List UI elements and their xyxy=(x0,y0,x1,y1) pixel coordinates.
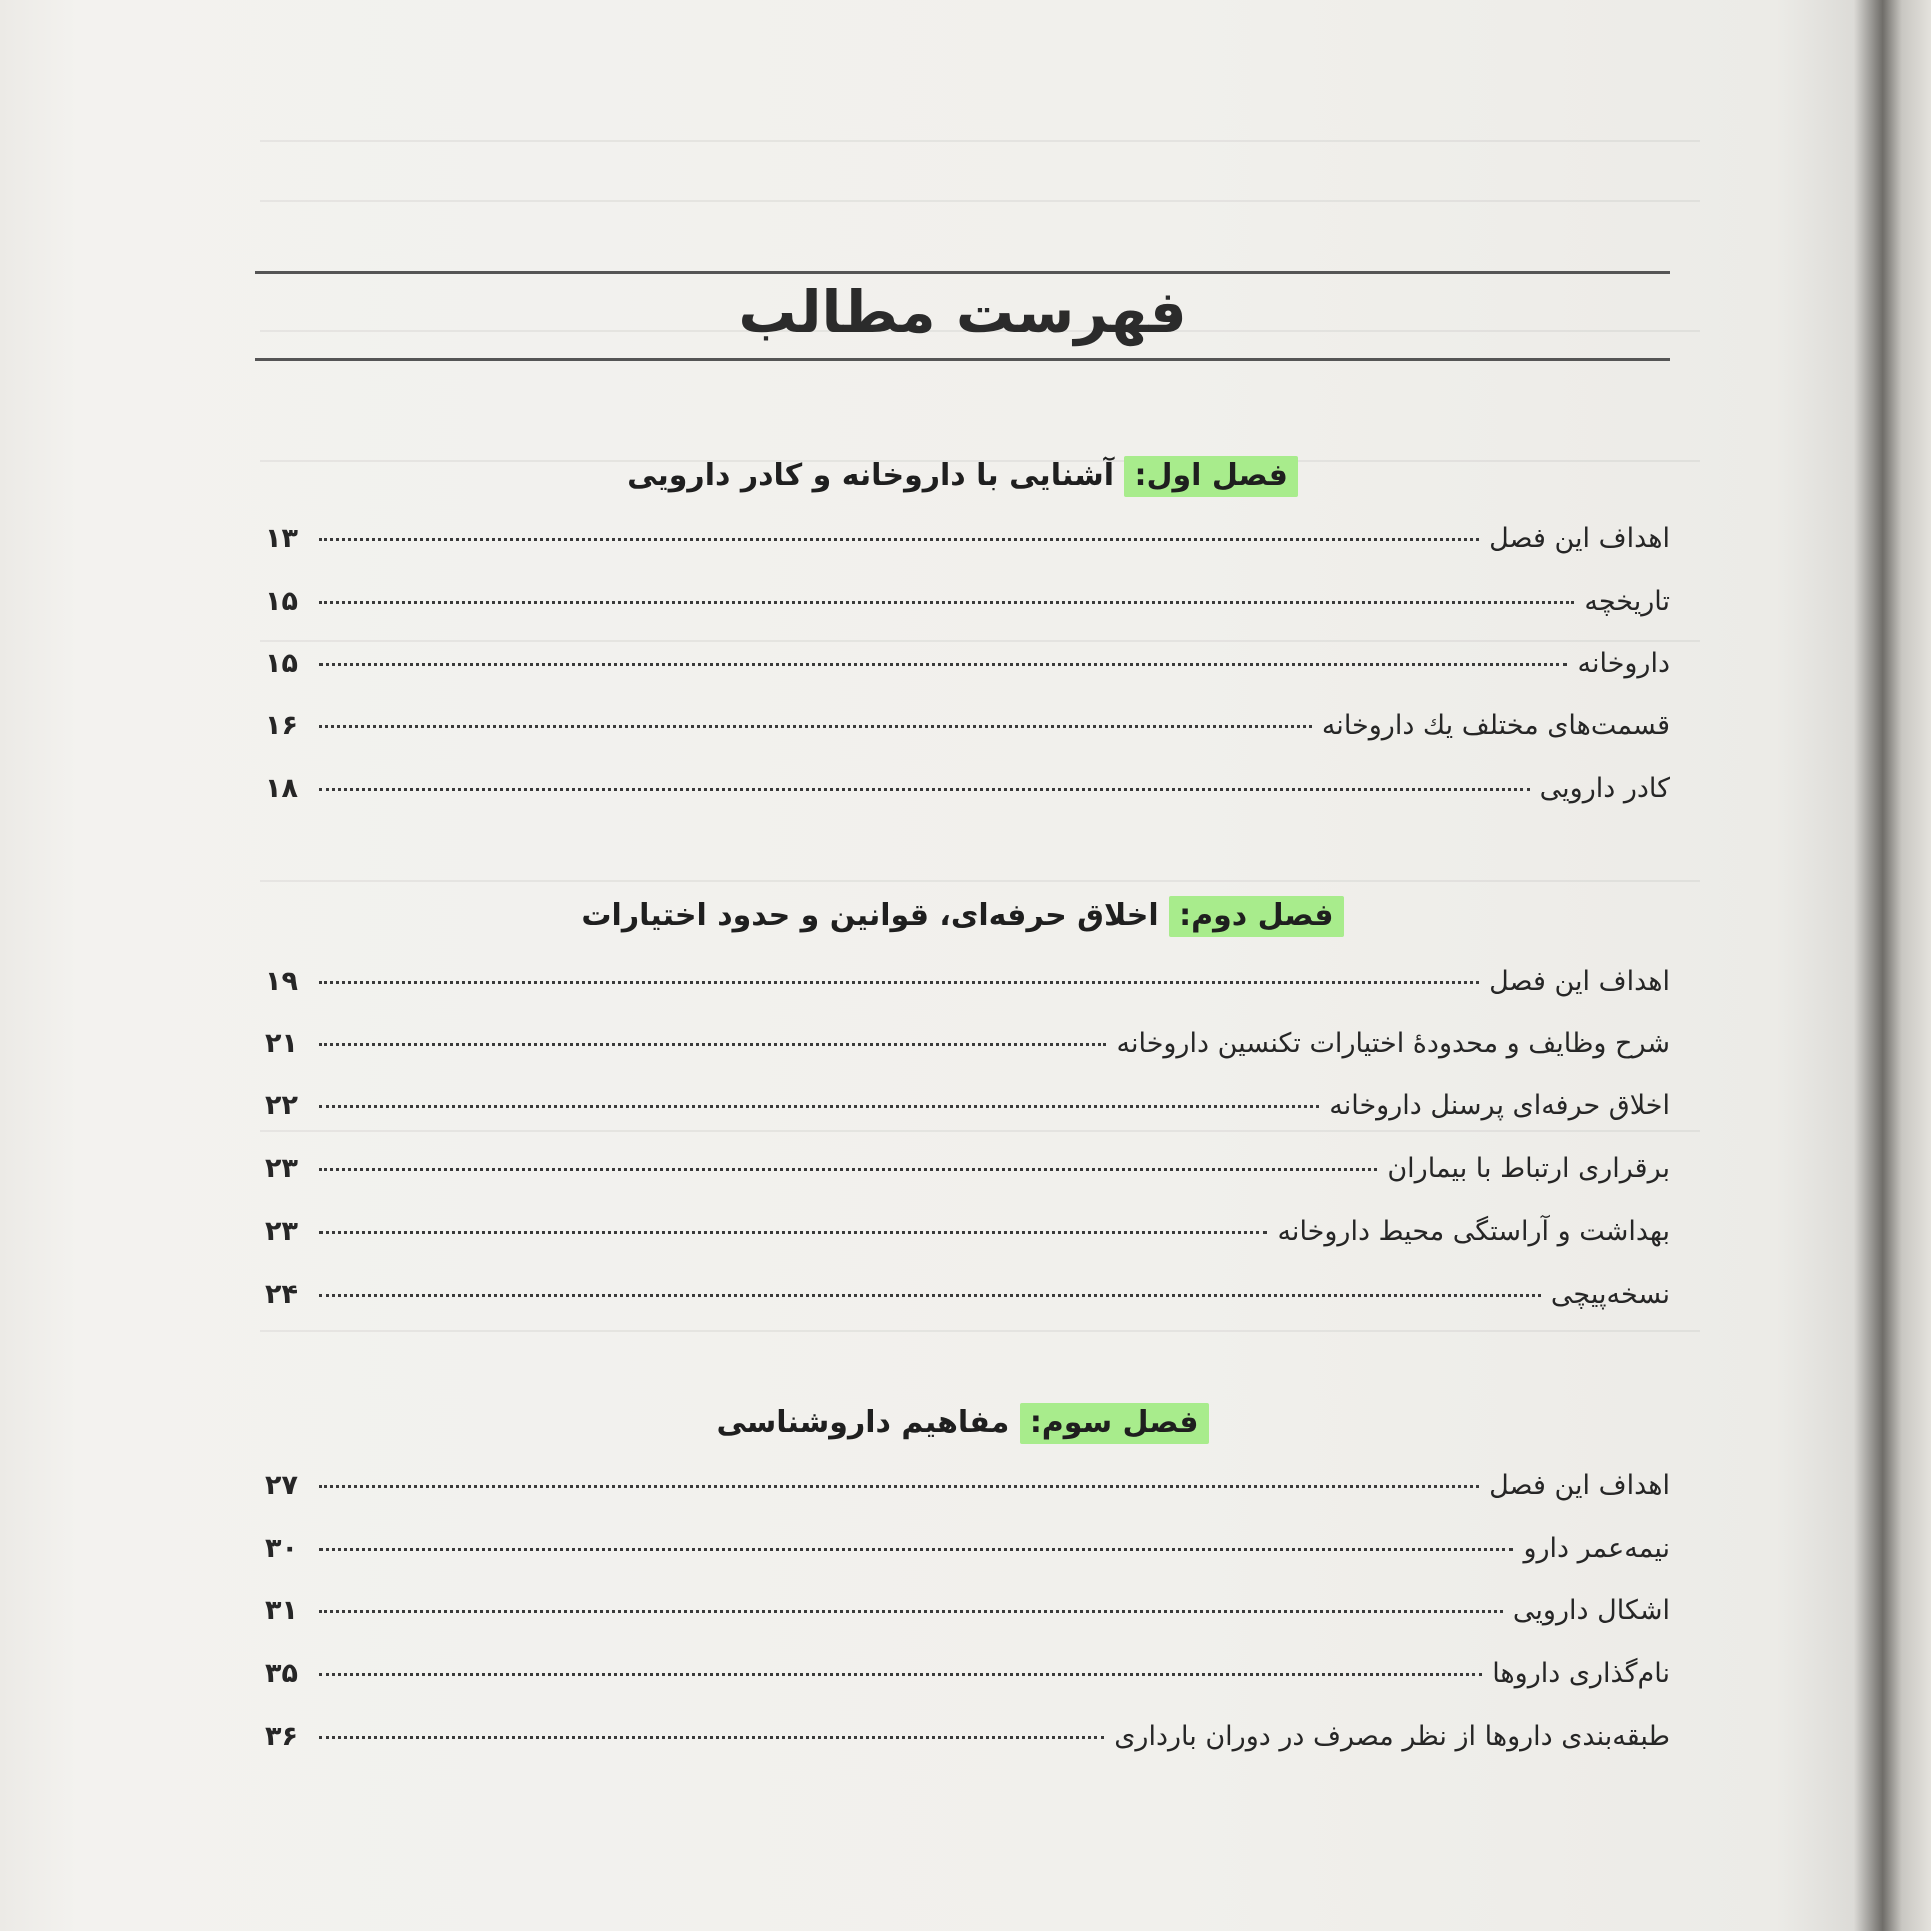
toc-entry xyxy=(265,648,1670,692)
chapter-heading xyxy=(255,458,1670,493)
toc-entry xyxy=(265,1216,1670,1260)
leader-dots xyxy=(319,601,1574,604)
toc-entry xyxy=(265,1721,1670,1765)
entry-title: طبقه‌بندی داروها از نظر مصرف در دوران بارداری xyxy=(1114,1721,1670,1752)
chapter-label: فصل دوم: xyxy=(1169,896,1343,937)
leader-dots xyxy=(319,725,1312,728)
entry-title: داروخانه xyxy=(1577,648,1670,679)
entry-title: اهداف این فصل xyxy=(1489,523,1670,554)
entry-title: اخلاق حرفه‌ای پرسنل داروخانه xyxy=(1329,1090,1670,1121)
entry-title: تاریخچه xyxy=(1584,586,1670,617)
entry-title: قسمت‌های مختلف يك داروخانه xyxy=(1321,710,1670,741)
toc-entry xyxy=(265,1470,1670,1514)
toc-entry xyxy=(265,773,1670,817)
page-number: ۱۶ xyxy=(265,710,298,741)
entry-title: اهداف این فصل xyxy=(1489,966,1670,997)
chapter-label: فصل سوم: xyxy=(1020,1403,1209,1444)
entry-title: نام‌گذاری داروها xyxy=(1492,1658,1670,1689)
toc-entry xyxy=(265,1595,1670,1639)
show-through-line xyxy=(260,200,1700,202)
show-through-line xyxy=(260,640,1700,642)
toc-entry xyxy=(265,966,1670,1010)
page-number: ۲۱ xyxy=(265,1028,298,1059)
toc-entry xyxy=(265,710,1670,754)
page-number: ۱۳ xyxy=(265,523,298,554)
show-through-line xyxy=(260,880,1700,882)
entry-title: برقراری ارتباط با بیماران xyxy=(1387,1153,1670,1184)
page-number: ۳۶ xyxy=(265,1721,298,1752)
page-number: ۲۳ xyxy=(265,1216,298,1247)
entry-title: اشکال دارویی xyxy=(1512,1595,1670,1626)
page-title: فهرست مطالب xyxy=(738,278,1187,346)
page-number: ۱۹ xyxy=(265,966,298,997)
show-through-line xyxy=(260,140,1700,142)
leader-dots xyxy=(319,538,1479,541)
page-number: ۳۱ xyxy=(265,1595,298,1626)
title-bottom-rule xyxy=(255,358,1670,361)
leader-dots xyxy=(319,788,1530,791)
leader-dots xyxy=(319,1231,1267,1234)
show-through-line xyxy=(260,1330,1700,1332)
chapter-title: آشنایی با داروخانه و کادر دارویی xyxy=(627,458,1114,493)
leader-dots xyxy=(319,1485,1479,1488)
page-number: ۲۲ xyxy=(265,1090,298,1121)
toc-entry xyxy=(265,1658,1670,1702)
chapter-heading xyxy=(255,1405,1670,1440)
page-number: ۱۵ xyxy=(265,648,298,679)
toc-entry xyxy=(265,1090,1670,1134)
title-top-rule xyxy=(255,271,1670,274)
page-number: ۳۰ xyxy=(265,1533,298,1564)
chapter-title: اخلاق حرفه‌ای، قوانین و حدود اختیارات xyxy=(581,898,1159,933)
entry-title: اهداف این فصل xyxy=(1489,1470,1670,1501)
leader-dots xyxy=(319,981,1479,984)
page-number: ۲۴ xyxy=(265,1279,298,1310)
toc-entry xyxy=(265,1028,1670,1072)
entry-title: بهداشت و آراستگی محیط داروخانه xyxy=(1277,1216,1670,1247)
page-number: ۱۵ xyxy=(265,586,298,617)
leader-dots xyxy=(319,663,1567,666)
page-number: ۲۳ xyxy=(265,1153,298,1184)
page-number: ۳۵ xyxy=(265,1658,298,1689)
leader-dots xyxy=(319,1548,1513,1551)
leader-dots xyxy=(319,1043,1106,1046)
leader-dots xyxy=(319,1736,1104,1739)
page-number: ۱۸ xyxy=(265,773,298,804)
toc-entry xyxy=(265,1279,1670,1323)
leader-dots xyxy=(319,1673,1482,1676)
chapter-label: فصل اول: xyxy=(1124,456,1297,497)
leader-dots xyxy=(319,1610,1503,1613)
leader-dots xyxy=(319,1294,1541,1297)
entry-title: نیمه‌عمر دارو xyxy=(1523,1533,1670,1564)
toc-entry xyxy=(265,1533,1670,1577)
page-number: ۲۷ xyxy=(265,1470,298,1501)
leader-dots xyxy=(319,1168,1377,1171)
entry-title: شرح وظایف و محدودهٔ اختیارات تکنسین داروخانه xyxy=(1116,1028,1670,1059)
chapter-heading xyxy=(255,898,1670,933)
leader-dots xyxy=(319,1105,1319,1108)
chapter-title: مفاهیم داروشناسی xyxy=(716,1405,1010,1440)
toc-entry xyxy=(265,586,1670,630)
entry-title: کادر دارویی xyxy=(1539,773,1670,804)
entry-title: نسخه‌پیچی xyxy=(1550,1279,1670,1310)
toc-entry xyxy=(265,1153,1670,1197)
toc-entry xyxy=(265,523,1670,567)
